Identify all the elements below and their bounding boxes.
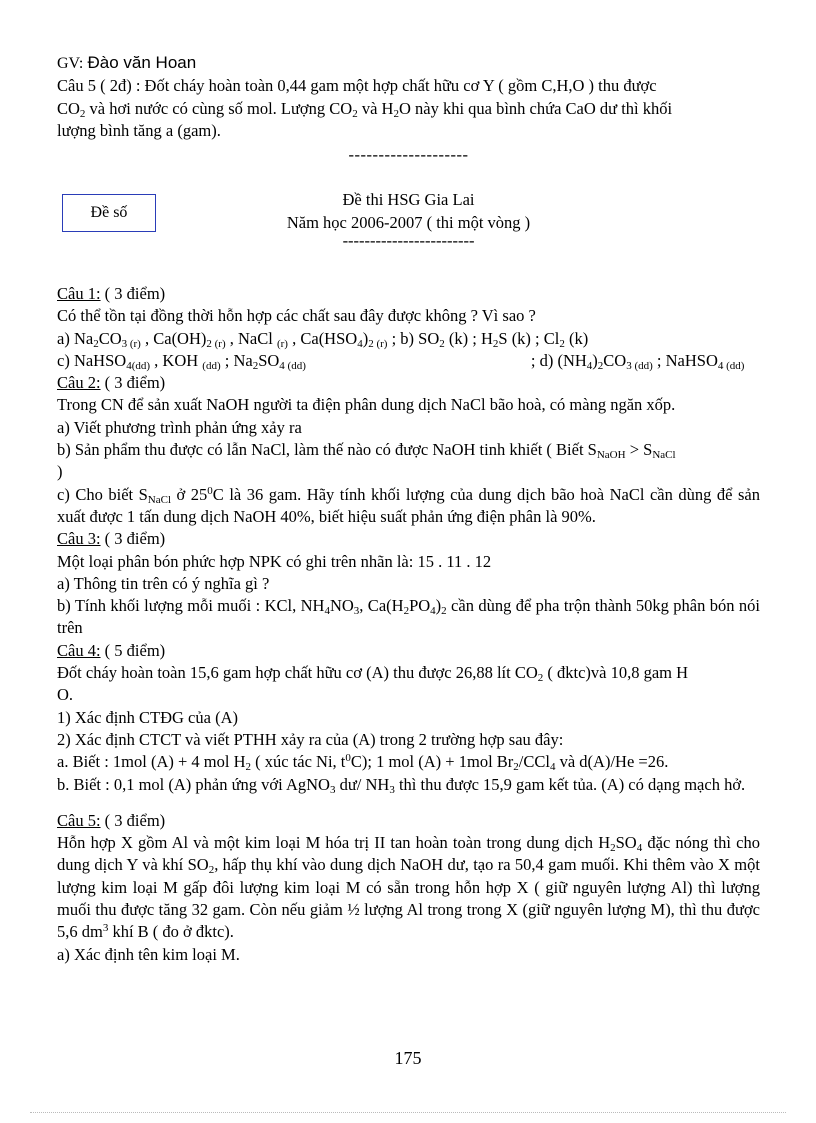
q3-text: Một loại phân bón phức hợp NPK có ghi trên nhãn là: 15 . 11 . 12 [57, 551, 492, 571]
divider: -------------------- [348, 145, 469, 165]
q4-2: 2) Xác định CTCT và viết PTHH xảy ra của (A) trong 2 trường hợp sau đây: [57, 729, 564, 749]
teacher-header: GV: Đào văn Hoan [57, 53, 197, 72]
q1-heading: Câu 1: ( 3 điểm) [57, 284, 166, 303]
exam-divider: ------------------------ [342, 231, 475, 250]
q5-text: Hỗn hợp X gồm Al và một kim loại M hóa trị II tan hoàn toàn trong dung dịch $H_2SO_4$ đặc nóng thì cho dung dịch Y và khí $SO_2$, hấp thụ khí vào dung dịch NaOH dư, tạo ra 50,4 gam muối. Khi thêm vào X một lượng kim loại M gấp đôi lượng kim loại M có sẵn trong hỗn hợp X ( giữ nguyên lượng Al) thì lượng muối thu được tăng 32 gam. Còn nếu giảm ½ lượng Al trong trong X (giữ nguyên lượng M), thì thu được 5,6 $dm^3$ khí B ( đo ở đktc). [57, 833, 760, 942]
q4-b: b. Biết : 0,1 mol (A) phản ứng với AgNO$_3$ dư/ $NH_3$ thì thu được 15,9 gam kết tủa. (A) có dạng mạch hở. [57, 774, 746, 796]
exam-subtitle: Năm học 2006-2007 ( thi một vòng ) [286, 213, 531, 232]
questions [57, 283, 760, 966]
q3-heading: Câu 3: ( 3 điểm) [57, 529, 166, 549]
q4-a: a. Biết : 1mol (A) + 4 mol $H_2$ ( xúc tác Ni, $t^0C$); 1 mol (A) + 1mol $Br_2/CCl_4$ và d(A)/He =26. [57, 752, 669, 774]
q3-b: b) Tính khối lượng mỗi muối : KCl, $NH_4NO_3$, $Ca(H_2PO_4)_2$ cần dùng để pha trộn thành 50kg phân bón nói trên [57, 596, 760, 638]
q4-heading: Câu 4: ( 5 điểm) [57, 640, 166, 660]
q2-b: b) Sản phẩm thu được có lẫn NaCl, làm thế nào có được NaOH tinh khiết ( Biết $S_{NaOH} > S_{NaCl}$ ) [57, 440, 676, 482]
q1-options-ab: a) $Na_2CO_{3 (r)}$ , $Ca(OH)_{2 (r)}$ , NaCl $_{(r)}$ , $Ca(HSO_4)_{2 (r)}$ ; b) $SO_2$ (k) ; $H_2S$ (k) ; $Cl_2$ (k) [57, 328, 589, 350]
q5-a: a) Xác định tên kim loại M. [57, 944, 240, 964]
footer-divider [30, 1112, 786, 1113]
exam-number-box: Đề số [62, 194, 156, 232]
page-number: 175 [394, 1048, 422, 1068]
q4-text: Đốt cháy hoàn toàn 15,6 gam hợp chất hữu cơ (A) thu được 26,88 lít $CO_2$ ( đktc)và 10,8 gam H O. [57, 663, 689, 705]
q2-c: c) Cho biết $S_{NaCl}$ ở $25^0C$ là 36 gam. Hãy tính khối lượng của dung dịch bão hoà NaCl cần dùng để sản xuất được 1 tấn dung dịch NaOH 40%, biết hiệu suất phản ứng điện phân là 90%. [57, 484, 760, 526]
prev-question-5: Câu 5 ( 2đ) : Đốt cháy hoàn toàn 0,44 gam một hợp chất hữu cơ Y ( gồm C,H,O ) thu được $CO_2$ và hơi nước có cùng số mol. Lượng $CO_2$ và $H_2O$ này khi qua bình chứa CaO dư thì khối lượng bình tăng a (gam). [57, 76, 673, 140]
document-body [57, 52, 760, 166]
q4-1: 1) Xác định CTĐG của (A) [57, 707, 238, 727]
q2-heading: Câu 2: ( 3 điểm) [57, 373, 166, 393]
exam-title: Đề thi HSG Gia Lai [342, 190, 475, 209]
q2-text: Trong CN để sản xuất NaOH người ta điện phân dung dịch NaCl bão hoà, có màng ngăn xốp. [57, 395, 676, 415]
q2-a: a) Viết phương trình phản ứng xảy ra [57, 417, 302, 437]
exam-title-block [57, 188, 760, 248]
q3-a: a) Thông tin trên có ý nghĩa gì ? [57, 573, 270, 593]
q1-options-cd: c) NaHSO$_{4(dd)}$ , KOH $_{(dd)}$ ; $Na_2SO_{4 (dd)}$ ; d) $(NH_4)_2CO_{3 (dd)}$ ; NaHSO$_{4 (dd)}$ [57, 350, 745, 372]
q1-text: Có thể tồn tại đồng thời hỗn hợp các chất sau đây được không ? Vì sao ? [57, 306, 536, 326]
q5-heading: Câu 5: ( 3 điểm) [57, 810, 166, 830]
